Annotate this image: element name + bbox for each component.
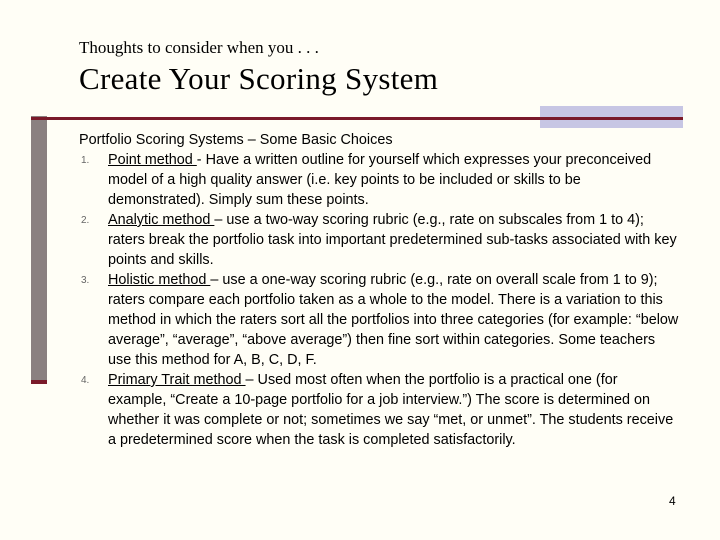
list-number: 2. xyxy=(81,215,90,226)
scoring-methods-list xyxy=(79,150,679,450)
slide-title: Create Your Scoring System xyxy=(79,61,439,96)
method-name: Analytic method xyxy=(108,212,215,228)
method-name: Holistic method xyxy=(108,272,211,288)
method-description: – use a one-way scoring rubric (e.g., rate on overall scale from 1 to 9); raters compare each portfolio taken as a whole to the model. There is a variation to this method in which the raters sort all the portfolios into three categories (for example: “below average”, “average”, “above average”) then fine sort within categories. Some teachers use this method for A, B, C, D, F. xyxy=(108,272,679,368)
method-description: - Have a written outline for yourself which expresses your preconceived model of a high quality answer (i.e. key points to be included or skills to be demonstrated). Simply sum these points. xyxy=(108,152,652,208)
list-item-holistic-method xyxy=(79,270,679,370)
method-description: – use a two-way scoring rubric (e.g., rate on subscales from 1 to 4); raters break the portfolio task into important predetermined sub-tasks associated with key points and skills. xyxy=(108,212,677,268)
list-number: 1. xyxy=(81,155,90,166)
list-number: 3. xyxy=(81,275,90,286)
list-number: 4. xyxy=(81,375,90,386)
intro-line: Portfolio Scoring Systems – Some Basic Choices xyxy=(79,132,393,148)
left-accent-bar xyxy=(31,116,47,384)
page-number: 4 xyxy=(669,494,676,508)
method-name: Point method xyxy=(108,152,197,168)
method-name: Primary Trait method xyxy=(108,372,246,388)
slide-subtitle: Thoughts to consider when you . . . xyxy=(79,38,319,57)
title-divider-rule xyxy=(31,117,683,120)
list-item-point-method xyxy=(79,150,679,210)
left-accent-bar-end xyxy=(31,380,47,384)
list-item-primary-trait-method xyxy=(79,370,679,450)
list-item-analytic-method xyxy=(79,210,679,270)
method-description: – Used most often when the portfolio is a practical one (for example, “Create a 10-page portfolio for a job interview.”) The score is determined on whether it was complete or not; sometimes we say “met, or unmet”. The students receive a predetermined score when the task is completed satisfactorily. xyxy=(108,372,674,448)
slide-body xyxy=(79,130,679,450)
